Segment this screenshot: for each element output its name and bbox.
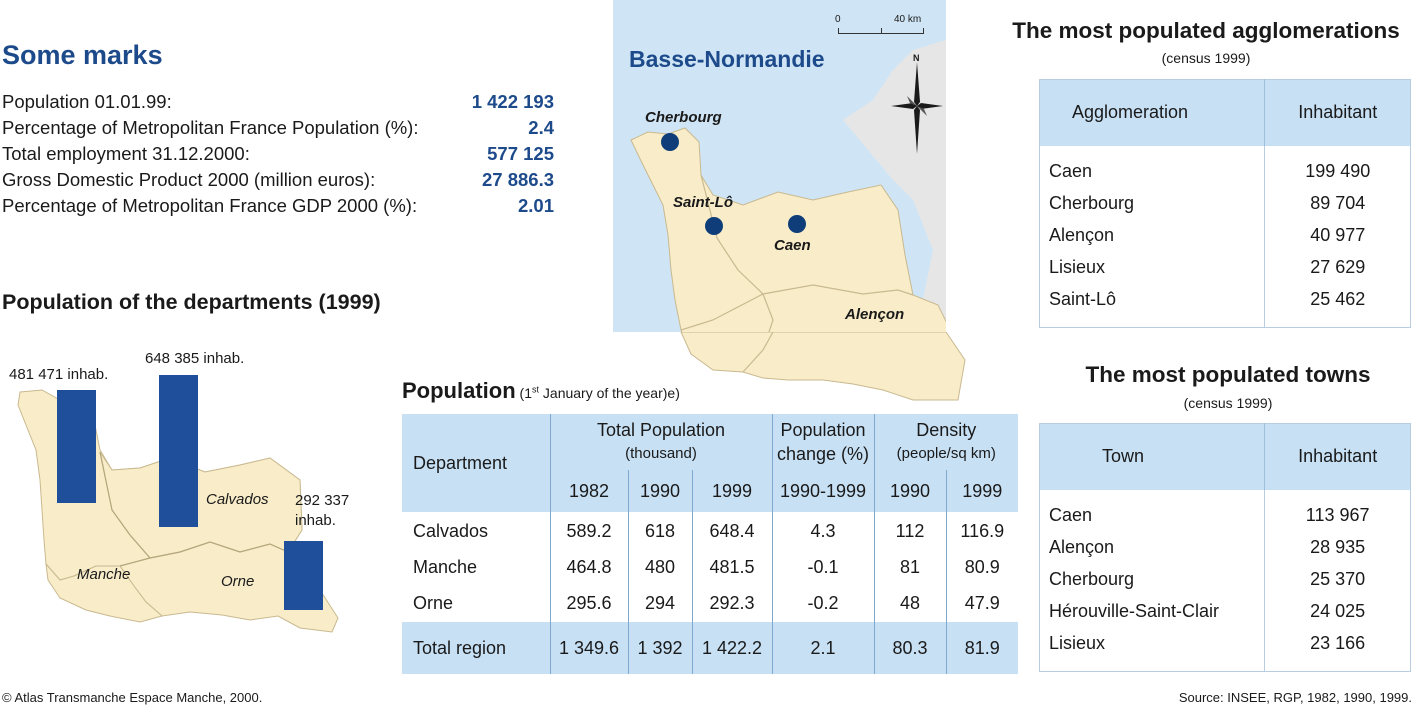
cell-department: Calvados [413, 520, 489, 541]
col-density-unit: (people/sq km) [896, 445, 996, 462]
cell-name: Alençon [1049, 537, 1115, 557]
credit-left: © Atlas Transmanche Espace Manche, 2000. [2, 690, 263, 705]
cell-value: 25 370 [1265, 564, 1411, 596]
table-row [1040, 596, 1411, 628]
marks-value: 2.01 [517, 195, 554, 216]
agglomerations-title: The most populated agglomerations [1012, 18, 1400, 43]
col-population-change [772, 414, 874, 470]
agglomerations-subtitle: (census 1999) [1161, 50, 1251, 66]
dept-map-title: Population of the departments (1999) [2, 290, 381, 314]
col-town: Town [1040, 424, 1265, 490]
cell: -0.1 [772, 550, 874, 584]
scale-end: 40 km [894, 14, 922, 25]
scale-tick [881, 28, 882, 34]
sub-header: 1982 [550, 470, 628, 512]
scale-zero: 0 [835, 14, 841, 25]
cell: 4.3 [772, 512, 874, 550]
cell: 464.8 [550, 550, 628, 584]
cell-value: 89 704 [1265, 188, 1411, 220]
col-total-label: Total Population [596, 420, 726, 440]
cell-name: Caen [1049, 161, 1093, 181]
cell-total: 1 422.2 [692, 622, 772, 674]
cell-value: 113 967 [1265, 500, 1411, 532]
cell: 618 [628, 512, 692, 550]
population-subtitle-pre: (1 [515, 385, 532, 401]
cell-name: Lisieux [1049, 257, 1106, 277]
region-map-title: Basse-Normandie [629, 46, 825, 72]
col-density-label: Density [916, 420, 977, 440]
cell: 294 [628, 584, 692, 622]
region-map [613, 0, 946, 332]
cell-value: 23 166 [1265, 628, 1411, 660]
table-row [402, 512, 1018, 550]
marks-value: 577 125 [487, 143, 554, 164]
city-label-alencon: Alençon [845, 306, 905, 323]
population-title-text: Population [402, 378, 516, 403]
cell: -0.2 [772, 584, 874, 622]
table-row [1040, 156, 1411, 188]
table-row [1040, 220, 1411, 252]
towns-table [1039, 423, 1411, 672]
marks-row [2, 195, 554, 221]
sub-header: 1990 [874, 470, 946, 512]
city-dot-cherbourg [661, 133, 679, 151]
cell-total: 81.9 [946, 622, 1018, 674]
col-inhabitant: Inhabitant [1265, 424, 1411, 490]
population-bar-manche [57, 390, 96, 503]
marks-label: Gross Domestic Product 2000 (million euros): [2, 169, 376, 190]
population-table-title [402, 378, 680, 404]
table-total-row [402, 622, 1018, 674]
cell-name: Saint-Lô [1049, 289, 1117, 309]
cell-name: Cherbourg [1049, 193, 1135, 213]
table-row [1040, 252, 1411, 284]
cell-name: Alençon [1049, 225, 1115, 245]
city-dot-saint-lo [705, 217, 723, 235]
dept-label-calvados: Calvados [206, 491, 269, 508]
col-total-unit: (thousand) [625, 445, 697, 462]
marks-label: Percentage of Metropolitan France Population (%): [2, 117, 419, 138]
marks-label: Percentage of Metropolitan France GDP 2000 (%): [2, 195, 418, 216]
col-total-population [550, 414, 772, 470]
city-label-caen: Caen [774, 237, 811, 254]
population-table [402, 414, 1018, 674]
table-row [1040, 628, 1411, 660]
sub-header: 1999 [946, 470, 1018, 512]
marks-row [2, 117, 554, 143]
sub-header: 1999 [692, 470, 772, 512]
bar-label-orne: 292 337 inhab. [295, 492, 350, 529]
population-bar-orne [284, 541, 323, 610]
cell-value: 25 462 [1265, 284, 1411, 316]
table-row [1040, 500, 1411, 532]
table-row [1040, 284, 1411, 316]
cell: 112 [874, 512, 946, 550]
cell-name: Cherbourg [1049, 569, 1135, 589]
cell: 292.3 [692, 584, 772, 622]
cell-department: Orne [413, 592, 454, 613]
city-label-saint-lo: Saint-Lô [673, 194, 733, 211]
cell: 80.9 [946, 550, 1018, 584]
sub-header: 1990-1999 [772, 470, 874, 512]
population-subtitle-post: January of the year)e) [539, 385, 680, 401]
cell-value: 199 490 [1265, 156, 1411, 188]
cell: 480 [628, 550, 692, 584]
table-row [1040, 188, 1411, 220]
col-change-label: Population [780, 420, 866, 440]
cell-department: Manche [413, 556, 478, 577]
marks-row [2, 91, 554, 117]
cell-name: Hérouville-Saint-Clair [1049, 601, 1220, 621]
population-subtitle [516, 385, 680, 401]
cell-value: 28 935 [1265, 532, 1411, 564]
marks-row [2, 169, 554, 195]
towns-title: The most populated towns [1085, 362, 1371, 387]
table-row [1040, 564, 1411, 596]
cell-value: 27 629 [1265, 252, 1411, 284]
marks-row [2, 143, 554, 169]
cell: 481.5 [692, 550, 772, 584]
col-agglomeration: Agglomeration [1040, 80, 1265, 146]
bar-label-calvados: 648 385 inhab. [145, 350, 245, 367]
city-dot-caen [788, 215, 806, 233]
cell-total: 2.1 [772, 622, 874, 674]
table-row [402, 584, 1018, 622]
col-department: Department [413, 452, 508, 473]
population-bar-calvados [159, 375, 198, 527]
cell-total: 1 392 [628, 622, 692, 674]
marks-label: Total employment 31.12.2000: [2, 143, 250, 164]
bar-label-manche: 481 471 inhab. [9, 366, 109, 383]
cell: 295.6 [550, 584, 628, 622]
compass-north: N [913, 53, 920, 63]
col-inhabitant: Inhabitant [1265, 80, 1411, 146]
cell-total: 1 349.6 [550, 622, 628, 674]
marks-title: Some marks [2, 40, 163, 70]
city-label-cherbourg: Cherbourg [645, 109, 722, 126]
credit-right: Source: INSEE, RGP, 1982, 1990, 1999. [1178, 690, 1412, 705]
cell-name: Lisieux [1049, 633, 1106, 653]
cell-name: Caen [1049, 505, 1093, 525]
cell: 47.9 [946, 584, 1018, 622]
cell: 589.2 [550, 512, 628, 550]
marks-value: 2.4 [528, 117, 554, 138]
sub-header: 1990 [628, 470, 692, 512]
marks-value: 27 886.3 [481, 169, 554, 190]
dept-label-manche: Manche [77, 566, 131, 583]
cell-value: 40 977 [1265, 220, 1411, 252]
col-density [874, 414, 1018, 470]
table-row [402, 550, 1018, 584]
cell: 116.9 [946, 512, 1018, 550]
cell-total-label: Total region [413, 637, 507, 658]
cell-value: 24 025 [1265, 596, 1411, 628]
agglomerations-table [1039, 79, 1411, 328]
cell: 81 [874, 550, 946, 584]
cell: 648.4 [692, 512, 772, 550]
cell: 48 [874, 584, 946, 622]
cell-total: 80.3 [874, 622, 946, 674]
dept-label-orne: Orne [221, 573, 255, 590]
marks-label: Population 01.01.99: [2, 91, 172, 112]
marks-value: 1 422 193 [471, 91, 554, 112]
towns-subtitle: (census 1999) [1183, 395, 1273, 411]
table-row [1040, 532, 1411, 564]
population-subtitle-sup: st [532, 384, 540, 395]
col-change-unit: change (%) [776, 444, 870, 464]
compass-icon [891, 62, 943, 154]
